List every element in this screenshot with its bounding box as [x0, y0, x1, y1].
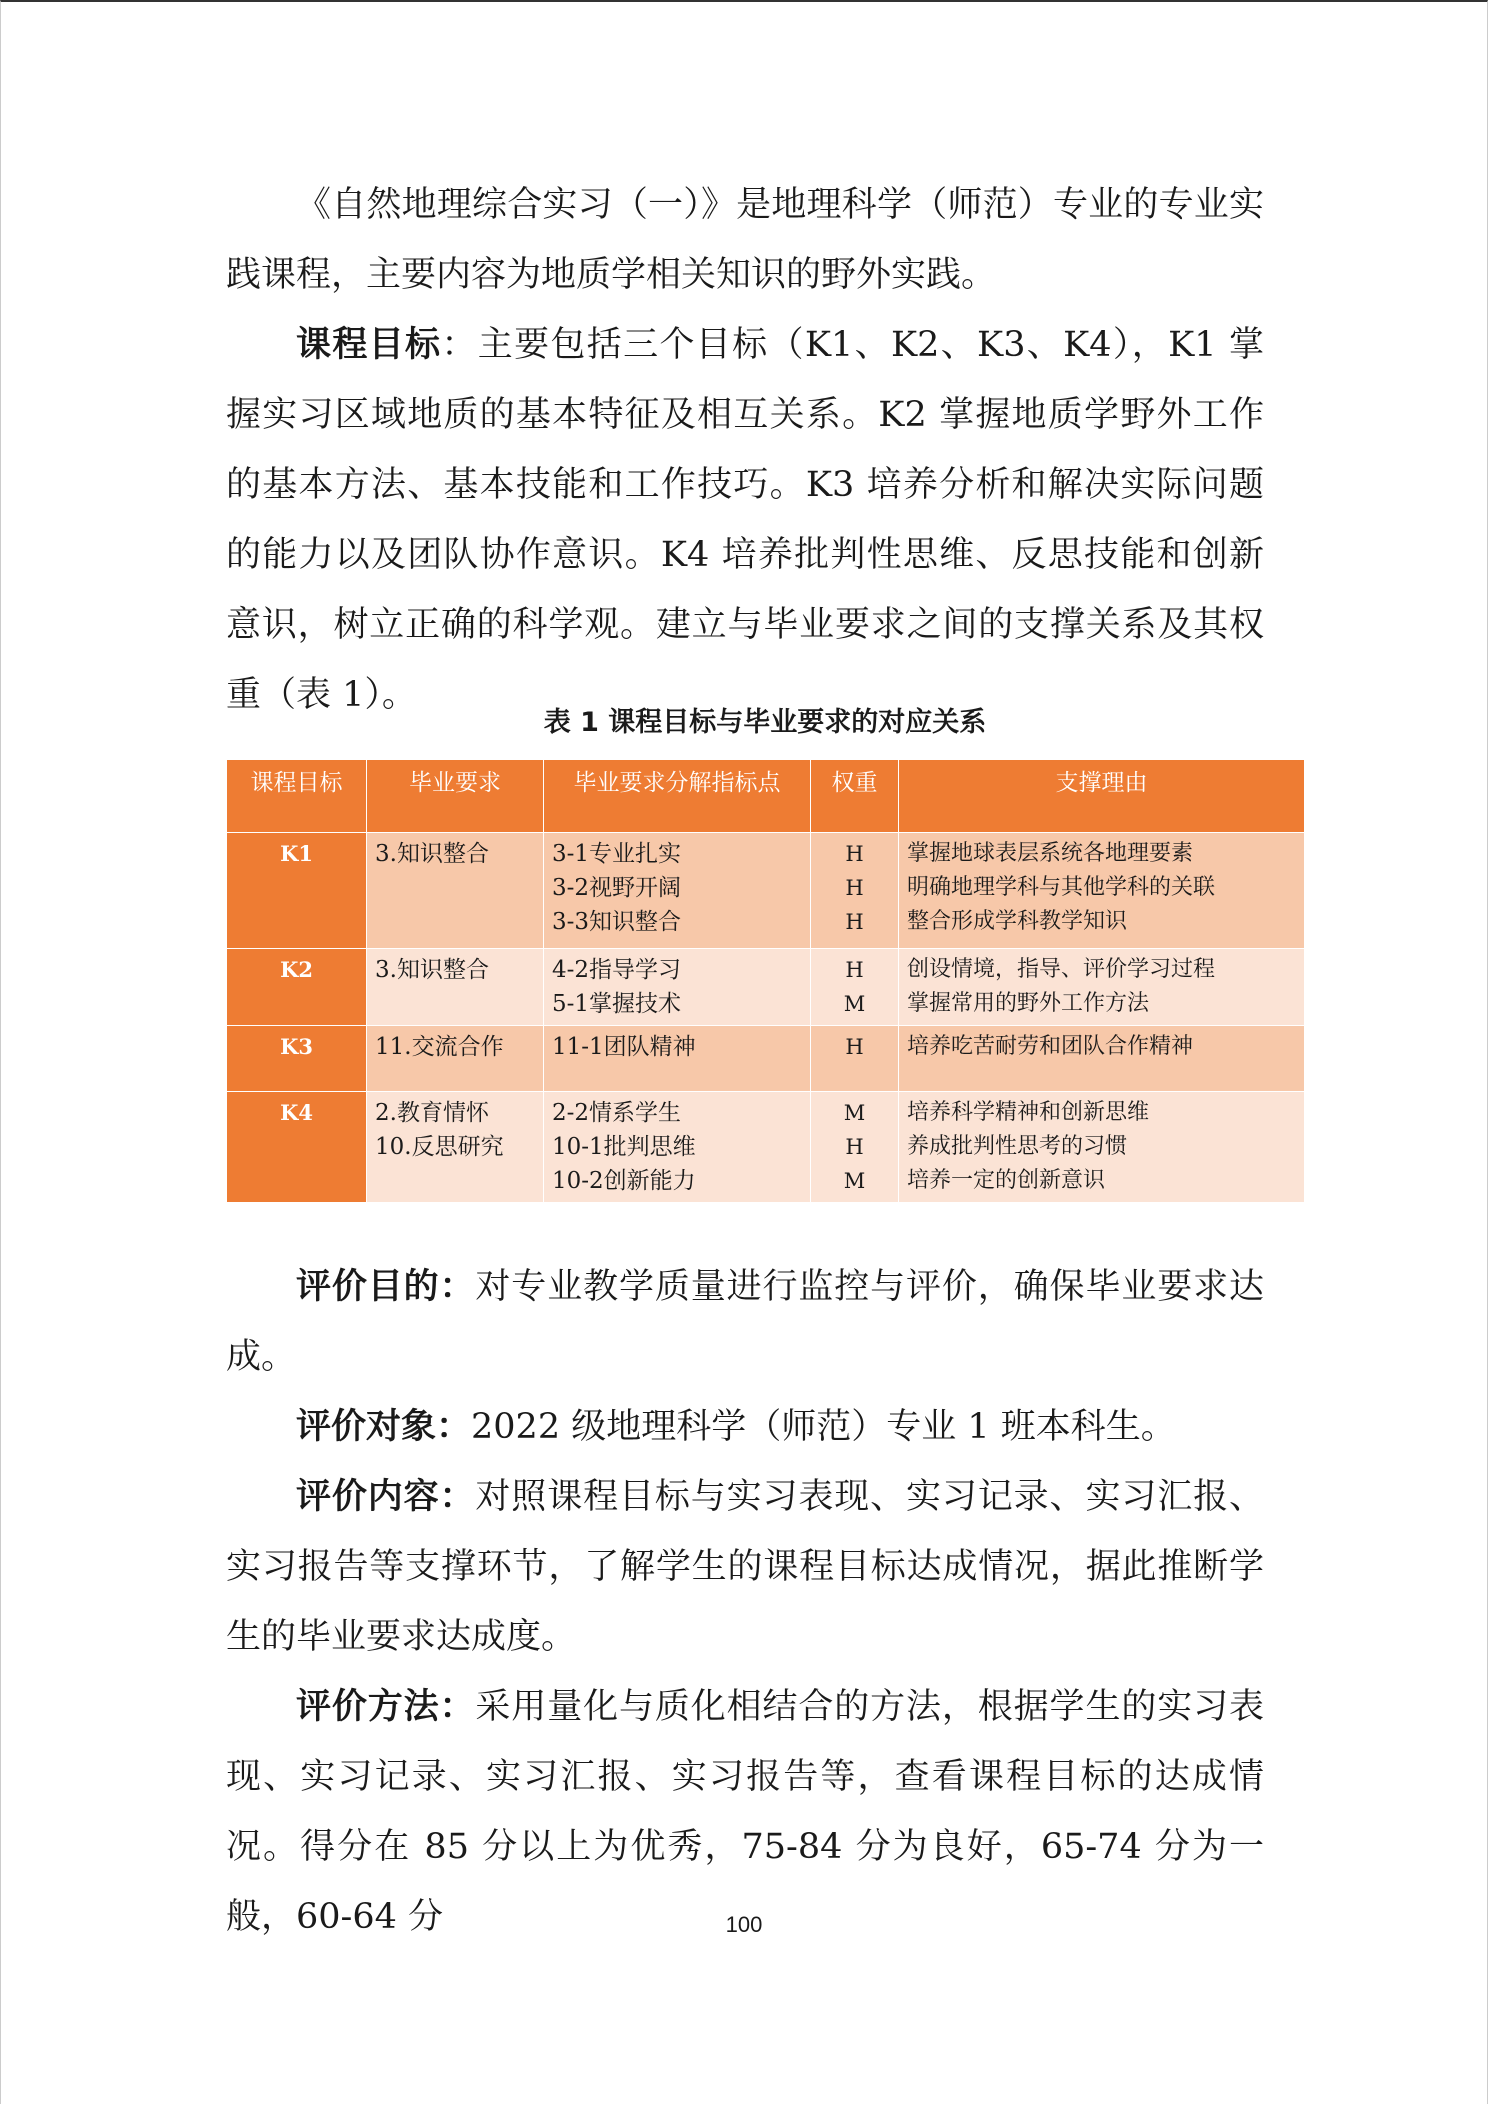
- weight-cell: [811, 833, 899, 949]
- method-label: 评价方法：: [296, 1687, 476, 1727]
- reason-cell: [899, 1026, 1305, 1092]
- weight-cell: [811, 1092, 899, 1203]
- purpose-label: 评价目的：: [296, 1267, 476, 1307]
- header-goal: 课程目标: [227, 760, 367, 833]
- requirement-line: 2.教育情怀: [375, 1100, 489, 1126]
- indicator-line: 5-1掌握技术: [552, 991, 682, 1017]
- weight-line: H: [845, 842, 864, 866]
- indicator-line: 10-2创新能力: [552, 1168, 696, 1194]
- intro-paragraph: [226, 170, 1264, 310]
- requirement-line: 10.反思研究: [375, 1134, 504, 1160]
- table-row: [227, 1092, 1305, 1203]
- reason-line: 培养一定的创新意识: [907, 1168, 1106, 1193]
- table-row: [227, 949, 1305, 1026]
- weight-line: H: [845, 876, 864, 900]
- header-weight: 权重: [811, 760, 899, 833]
- goals-paragraph: [226, 310, 1264, 730]
- requirement-line: 11.交流合作: [375, 1034, 504, 1060]
- goal-cell: K1: [227, 833, 367, 949]
- content-text: 对照课程目标与实习表现、实习记录、实习汇报、实习报告等支撑环节，了解学生的课程目标达成情况，据此推断学生的毕业要求达成度。: [226, 1477, 1264, 1657]
- goals-label: 课程目标: [296, 325, 442, 365]
- requirement-cell: [367, 833, 544, 949]
- indicator-line: 10-1批判思维: [552, 1134, 696, 1160]
- weight-line: H: [845, 910, 864, 934]
- reason-line: 掌握地球表层系统各地理要素: [907, 841, 1194, 866]
- weight-cell: [811, 1026, 899, 1092]
- requirement-cell: [367, 949, 544, 1026]
- weight-line: H: [845, 1035, 864, 1059]
- purpose-paragraph: [226, 1252, 1264, 1392]
- indicator-line: 11-1团队精神: [552, 1034, 696, 1060]
- indicator-line: 4-2指导学习: [552, 957, 682, 983]
- table-header-row: [227, 760, 1305, 833]
- indicator-line: 3-1专业扎实: [552, 841, 682, 867]
- table-caption: 表 1 课程目标与毕业要求的对应关系: [543, 707, 987, 738]
- indicator-cell: [544, 1092, 811, 1203]
- content-paragraph: [226, 1462, 1264, 1672]
- reason-cell: [899, 949, 1305, 1026]
- reason-line: 掌握常用的野外工作方法: [907, 991, 1150, 1016]
- indicator-line: 3-3知识整合: [552, 909, 682, 935]
- method-text: 采用量化与质化相结合的方法，根据学生的实习表现、实习记录、实习汇报、实习报告等，查看课程目标的达成情况。得分在 85 分以上为优秀，75-84 分为良好，65-74 分为一般，60-64 分: [226, 1687, 1264, 1937]
- table-row: [227, 833, 1305, 949]
- header-reason: 支撑理由: [899, 760, 1305, 833]
- table-row: [227, 1026, 1305, 1092]
- goals-text: ：主要包括三个目标（K1、K2、K3、K4），K1 掌握实习区域地质的基本特征及相互关系。K2 掌握地质学野外工作的基本方法、基本技能和工作技巧。K3 培养分析和解决实际问题的能力以及团队协作意识。K4 培养批判性思维、反思技能和创新意识，树立正确的科学观。建立与毕业要求之间的支撑关系及其权重（表 1）。: [226, 325, 1264, 715]
- goal-cell: K3: [227, 1026, 367, 1092]
- reason-line: 创设情境，指导、评价学习过程: [907, 957, 1216, 982]
- object-paragraph: [226, 1392, 1264, 1462]
- purpose-text: 对专业教学质量进行监控与评价，确保毕业要求达成。: [226, 1267, 1264, 1377]
- intro-text: 《自然地理综合实习（一）》是地理科学（师范）专业的专业实践课程，主要内容为地质学相关知识的野外实践。: [226, 185, 1264, 295]
- requirement-cell: [367, 1026, 544, 1092]
- requirement-cell: [367, 1092, 544, 1203]
- weight-line: H: [845, 958, 864, 982]
- weight-cell: [811, 949, 899, 1026]
- indicator-cell: [544, 1026, 811, 1092]
- reason-line: 明确地理学科与其他学科的关联: [907, 875, 1216, 900]
- object-text: 2022 级地理科学（师范）专业 1 班本科生。: [471, 1407, 1176, 1447]
- indicator-cell: [544, 949, 811, 1026]
- reason-line: 养成批判性思考的习惯: [907, 1134, 1128, 1159]
- header-indicators: 毕业要求分解指标点: [544, 760, 811, 833]
- reason-line: 整合形成学科教学知识: [907, 909, 1128, 934]
- indicator-line: 2-2情系学生: [552, 1100, 682, 1126]
- reason-line: 培养吃苦耐劳和团队合作精神: [907, 1034, 1194, 1059]
- weight-line: M: [843, 992, 866, 1016]
- method-paragraph: [226, 1672, 1264, 1952]
- indicator-line: 3-2视野开阔: [552, 875, 682, 901]
- content-label: 评价内容：: [296, 1477, 476, 1517]
- weight-line: M: [843, 1169, 866, 1193]
- page-number: 100: [725, 1912, 763, 1937]
- reason-line: 培养科学精神和创新思维: [907, 1100, 1150, 1125]
- requirement-line: 3.知识整合: [375, 957, 489, 983]
- indicator-cell: [544, 833, 811, 949]
- object-label: 评价对象：: [296, 1407, 472, 1447]
- header-requirement: 毕业要求: [367, 760, 544, 833]
- reason-cell: [899, 833, 1305, 949]
- goal-cell: K2: [227, 949, 367, 1026]
- goals-table: [226, 759, 1305, 1203]
- reason-cell: [899, 1092, 1305, 1203]
- goal-cell: K4: [227, 1092, 367, 1203]
- weight-line: H: [845, 1135, 864, 1159]
- weight-line: M: [843, 1101, 866, 1125]
- requirement-line: 3.知识整合: [375, 841, 489, 867]
